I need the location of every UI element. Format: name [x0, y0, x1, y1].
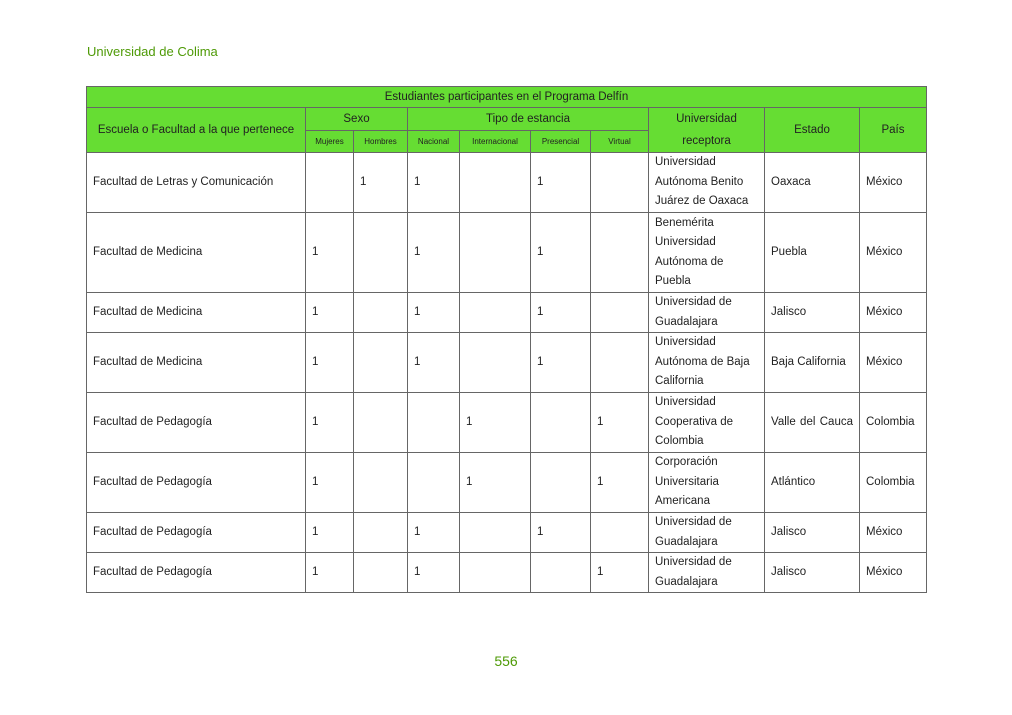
- cell-university: Universidad Cooperativa de Colombia: [649, 393, 765, 453]
- cell-women: 1: [306, 453, 354, 513]
- cell-country: México: [860, 153, 927, 213]
- cell-school: Facultad de Pedagogía: [87, 513, 306, 553]
- table-row: [87, 393, 927, 453]
- cell-university: Universidad Autónoma de Baja California: [649, 333, 765, 393]
- cell-country: Colombia: [860, 393, 927, 453]
- cell-virtual: 1: [591, 453, 649, 513]
- cell-virtual: 1: [591, 553, 649, 593]
- table-row: [87, 333, 927, 393]
- cell-international: [460, 153, 531, 213]
- cell-state: Baja California: [765, 333, 860, 393]
- table-row: [87, 553, 927, 593]
- cell-virtual: [591, 513, 649, 553]
- cell-state: Atlántico: [765, 453, 860, 513]
- cell-men: [354, 513, 408, 553]
- cell-country: México: [860, 513, 927, 553]
- cell-country: Colombia: [860, 453, 927, 513]
- cell-in-person: 1: [531, 153, 591, 213]
- cell-national: 1: [408, 513, 460, 553]
- cell-men: [354, 393, 408, 453]
- header-national: Nacional: [408, 131, 460, 153]
- table-row: [87, 293, 927, 333]
- cell-school: Facultad de Medicina: [87, 333, 306, 393]
- header-sex: Sexo: [306, 108, 408, 131]
- cell-men: [354, 453, 408, 513]
- cell-women: 1: [306, 293, 354, 333]
- cell-national: 1: [408, 153, 460, 213]
- cell-women: 1: [306, 553, 354, 593]
- cell-women: 1: [306, 513, 354, 553]
- cell-university: Universidad de Guadalajara: [649, 553, 765, 593]
- cell-international: [460, 293, 531, 333]
- cell-men: [354, 553, 408, 593]
- cell-state: Jalisco: [765, 553, 860, 593]
- cell-country: México: [860, 213, 927, 293]
- cell-in-person: [531, 553, 591, 593]
- cell-country: México: [860, 553, 927, 593]
- cell-school: Facultad de Pedagogía: [87, 553, 306, 593]
- cell-international: [460, 333, 531, 393]
- cell-state: Valle del Cauca: [765, 393, 860, 453]
- header-international: Internacional: [460, 131, 531, 153]
- cell-international: [460, 213, 531, 293]
- cell-country: México: [860, 293, 927, 333]
- header-women: Mujeres: [306, 131, 354, 153]
- cell-virtual: [591, 213, 649, 293]
- cell-university: Universidad Autónoma Benito Juárez de Oaxaca: [649, 153, 765, 213]
- cell-national: 1: [408, 333, 460, 393]
- cell-school: Facultad de Medicina: [87, 213, 306, 293]
- header-school: Escuela o Facultad a la que pertenece: [87, 108, 306, 153]
- cell-school: Facultad de Letras y Comunicación: [87, 153, 306, 213]
- cell-in-person: [531, 393, 591, 453]
- header-country: País: [860, 108, 927, 153]
- institution-title: Universidad de Colima: [87, 44, 218, 59]
- header-virtual: Virtual: [591, 131, 649, 153]
- cell-state: Oaxaca: [765, 153, 860, 213]
- cell-men: [354, 293, 408, 333]
- header-state: Estado: [765, 108, 860, 153]
- table-caption: Estudiantes participantes en el Programa Delfín: [87, 87, 927, 108]
- cell-women: 1: [306, 393, 354, 453]
- cell-in-person: 1: [531, 333, 591, 393]
- header-university: Universidad receptora: [649, 108, 765, 153]
- cell-international: 1: [460, 393, 531, 453]
- cell-national: 1: [408, 553, 460, 593]
- table-row: [87, 453, 927, 513]
- table-row: [87, 513, 927, 553]
- table-row: [87, 213, 927, 293]
- cell-women: 1: [306, 213, 354, 293]
- cell-university: Universidad de Guadalajara: [649, 513, 765, 553]
- cell-international: [460, 513, 531, 553]
- cell-women: 1: [306, 333, 354, 393]
- cell-international: 1: [460, 453, 531, 513]
- cell-university: Universidad de Guadalajara: [649, 293, 765, 333]
- cell-national: [408, 453, 460, 513]
- cell-state: Jalisco: [765, 513, 860, 553]
- students-table: [86, 86, 927, 593]
- header-men: Hombres: [354, 131, 408, 153]
- cell-men: [354, 213, 408, 293]
- page-number: 556: [494, 653, 518, 669]
- cell-men: 1: [354, 153, 408, 213]
- cell-virtual: [591, 293, 649, 333]
- table-row: [87, 153, 927, 213]
- cell-in-person: [531, 453, 591, 513]
- cell-virtual: 1: [591, 393, 649, 453]
- header-in-person: Presencial: [531, 131, 591, 153]
- header-stay-type: Tipo de estancia: [408, 108, 649, 131]
- cell-international: [460, 553, 531, 593]
- cell-university: Benemérita Universidad Autónoma de Puebla: [649, 213, 765, 293]
- cell-women: [306, 153, 354, 213]
- cell-school: Facultad de Medicina: [87, 293, 306, 333]
- cell-state: Jalisco: [765, 293, 860, 333]
- cell-state: Puebla: [765, 213, 860, 293]
- cell-country: México: [860, 333, 927, 393]
- cell-virtual: [591, 333, 649, 393]
- cell-in-person: 1: [531, 513, 591, 553]
- cell-school: Facultad de Pedagogía: [87, 393, 306, 453]
- cell-in-person: 1: [531, 213, 591, 293]
- cell-national: 1: [408, 213, 460, 293]
- cell-in-person: 1: [531, 293, 591, 333]
- cell-university: Corporación Universitaria Americana: [649, 453, 765, 513]
- cell-national: [408, 393, 460, 453]
- cell-school: Facultad de Pedagogía: [87, 453, 306, 513]
- cell-men: [354, 333, 408, 393]
- cell-virtual: [591, 153, 649, 213]
- cell-national: 1: [408, 293, 460, 333]
